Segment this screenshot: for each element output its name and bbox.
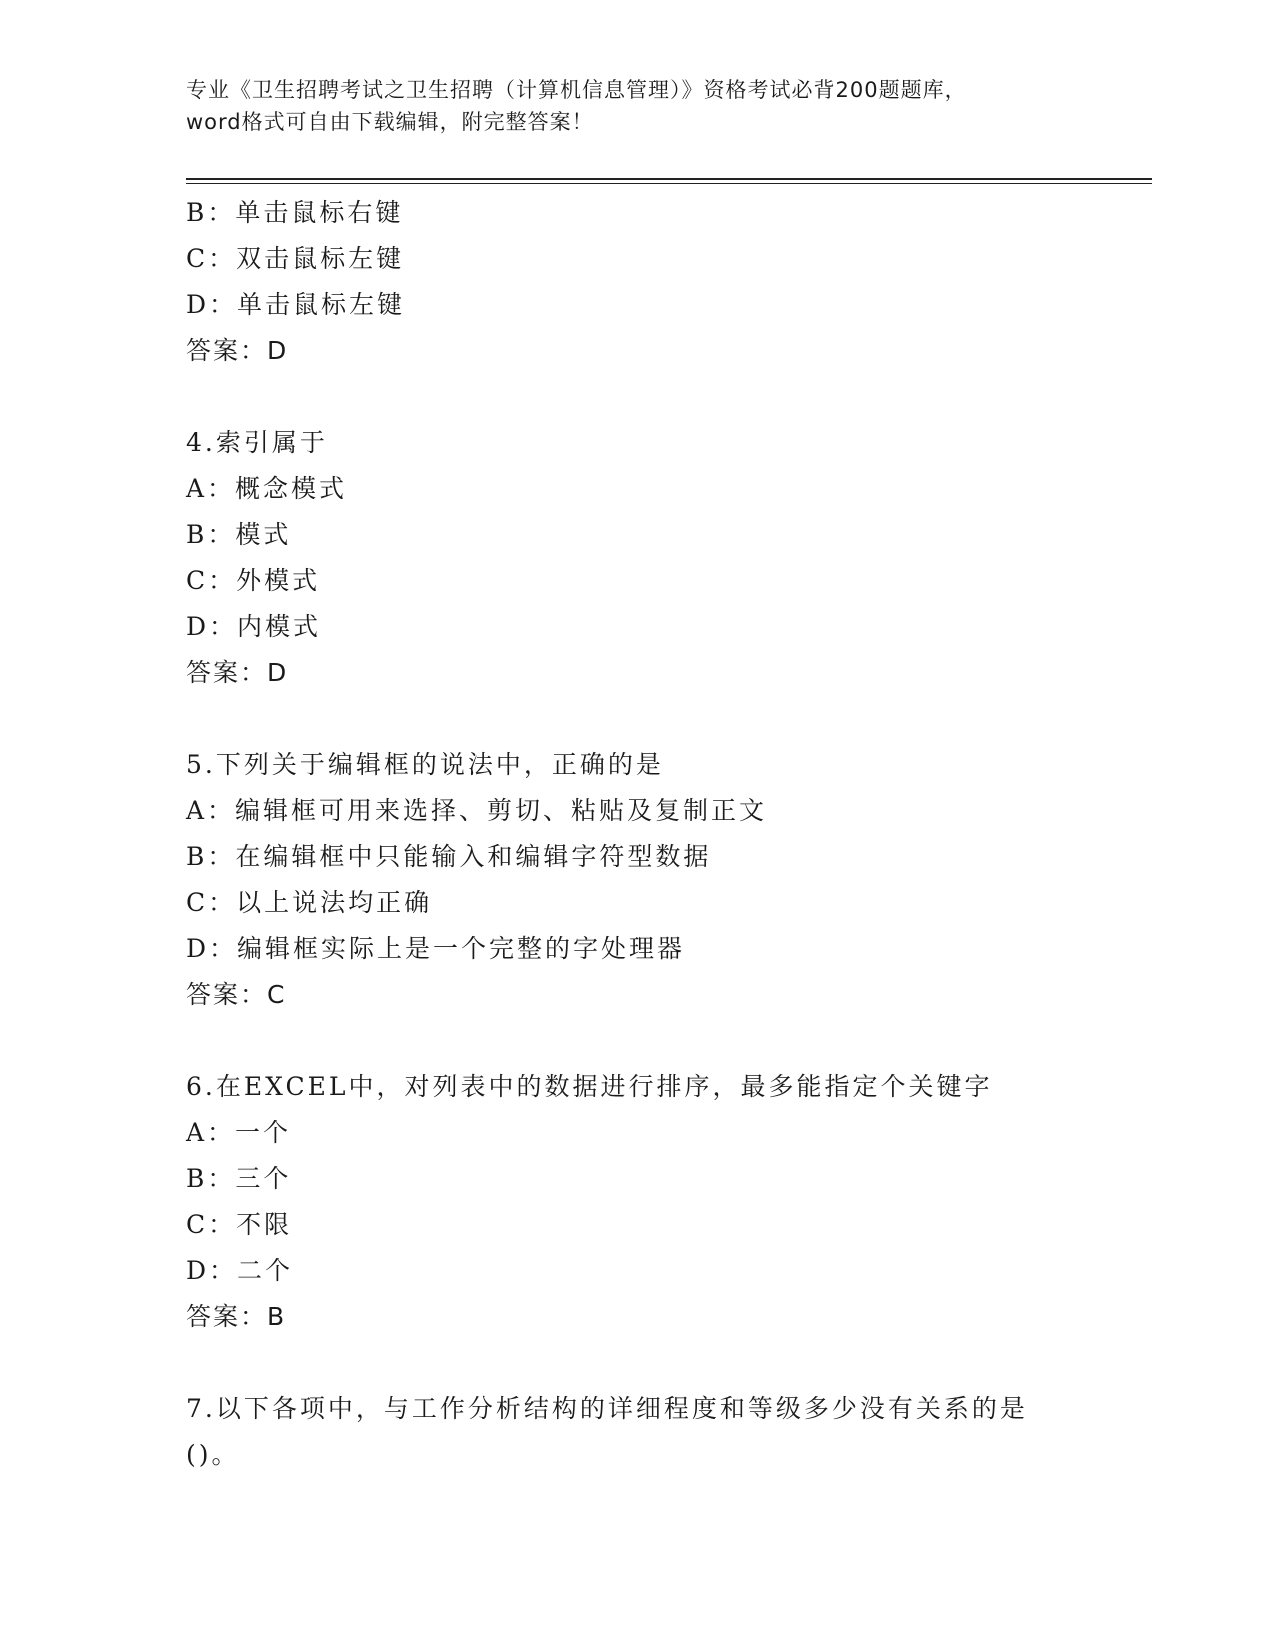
question-5-answer: 答案：C [186,980,287,1009]
question-5-option-d: D：编辑框实际上是一个完整的字处理器 [186,934,686,963]
question-7-text-line-1: 7.以下各项中，与工作分析结构的详细程度和等级多少没有关系的是 [186,1394,1028,1423]
question-3-block [186,190,1146,374]
question-3-option-c: C：双击鼠标左键 [186,244,405,273]
header-line-1: 专业《卫生招聘考试之卫生招聘（计算机信息管理）》资格考试必背200题题库， [186,78,967,102]
spacer [186,1018,1146,1064]
header-rule-thick [186,178,1152,180]
question-5-text: 5.下列关于编辑框的说法中，正确的是 [186,750,664,779]
question-6-option-c: C：不限 [186,1210,293,1239]
question-4-answer: 答案：D [186,658,289,687]
question-7-text-line-2: ()。 [186,1440,240,1469]
question-6-option-a: A：一个 [186,1118,292,1147]
question-5-block [186,742,1146,1018]
question-3-option-d: D：单击鼠标左键 [186,290,406,319]
spacer [186,696,1146,742]
question-4-option-b: B：模式 [186,520,292,549]
question-4-option-d: D：内模式 [186,612,322,641]
question-6-option-d: D：二个 [186,1256,294,1285]
document-header [186,74,1086,138]
spacer [186,1340,1146,1386]
question-list [186,190,1146,1478]
header-rule-thin [186,183,1152,184]
question-5-option-a: A：编辑框可用来选择、剪切、粘贴及复制正文 [186,796,768,825]
question-3-answer: 答案：D [186,336,289,365]
header-line-2: word格式可自由下载编辑，附完整答案！ [186,110,594,134]
question-5-option-b: B：在编辑框中只能输入和编辑字符型数据 [186,842,712,871]
question-7-block [186,1386,1146,1478]
question-6-block [186,1064,1146,1340]
question-6-text: 6.在EXCEL中，对列表中的数据进行排序，最多能指定个关键字 [186,1072,993,1101]
question-4-block [186,420,1146,696]
spacer [186,374,1146,420]
question-4-option-a: A：概念模式 [186,474,348,503]
question-4-option-c: C：外模式 [186,566,321,595]
question-3-option-b: B：单击鼠标右键 [186,198,404,227]
question-4-text: 4.索引属于 [186,428,328,457]
question-6-option-b: B：三个 [186,1164,292,1193]
question-6-answer: 答案：B [186,1302,287,1331]
question-5-option-c: C：以上说法均正确 [186,888,433,917]
